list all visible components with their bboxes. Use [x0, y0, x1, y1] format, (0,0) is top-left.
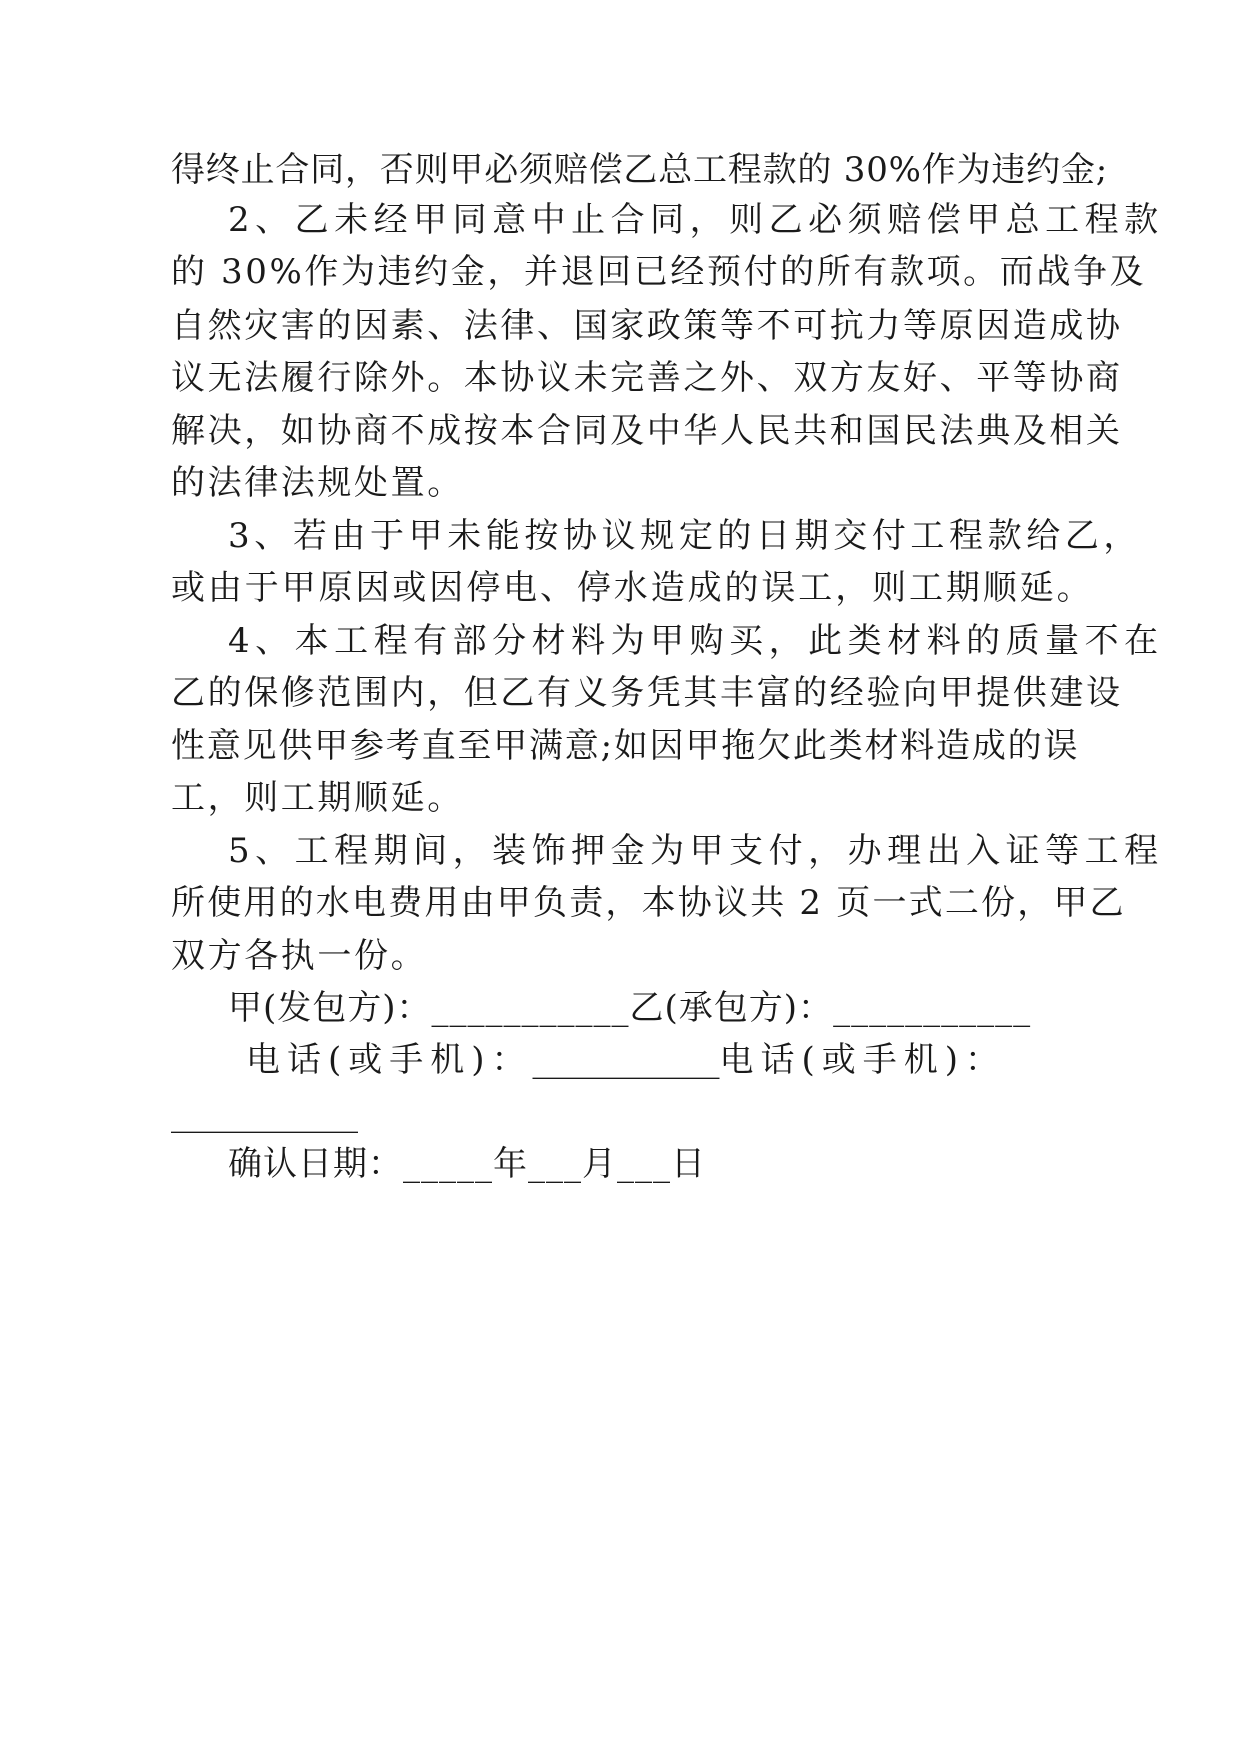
text-line: 3、若由于甲未能按协议规定的日期交付工程款给乙，	[228, 516, 1143, 556]
signature-phone-b-blank-row	[171, 1094, 358, 1134]
month-blank[interactable]: ___	[528, 1144, 582, 1184]
confirm-date-row	[228, 1144, 706, 1184]
date-label: 确认日期：	[228, 1144, 403, 1184]
party-a-label: 甲(发包方)：	[228, 988, 432, 1028]
party-a-blank[interactable]: ___________	[431, 988, 630, 1028]
day-blank[interactable]: ___	[617, 1144, 671, 1184]
text-line: 的法律法规处置。	[171, 463, 464, 503]
phone-b-label: 电话(或手机)：	[719, 1040, 1007, 1080]
signature-phone-row	[246, 1040, 1006, 1080]
text-line: 工，则工期顺延。	[171, 778, 464, 818]
party-b-blank[interactable]: ___________	[833, 988, 1032, 1028]
party-b-label: 乙(承包方)：	[629, 988, 834, 1028]
text-line: 性意见供甲参考直至甲满意;如因甲拖欠此类材料造成的误	[171, 726, 1080, 766]
text-line: 乙的保修范围内，但乙有义务凭其丰富的经验向甲提供建设	[171, 673, 1123, 713]
text-line: 4、本工程有部分材料为甲购买，此类材料的质量不在	[228, 621, 1164, 661]
text-line: 2、乙未经甲同意中止合同，则乙必须赔偿甲总工程款	[228, 200, 1164, 240]
text-line: 自然灾害的因素、法律、国家政策等不可抗力等原因造成协	[171, 306, 1123, 346]
phone-a-label: 电话(或手机)：	[246, 1040, 533, 1080]
text-line: 议无法履行除外。本协议未完善之外、双方友好、平等协商	[171, 358, 1123, 398]
phone-b-blank[interactable]: ___________	[171, 1094, 358, 1134]
year-label: 年	[493, 1144, 528, 1184]
text-line: 双方各执一份。	[171, 936, 428, 976]
text-line: 解决，如协商不成按本合同及中华人民共和国民法典及相关	[171, 411, 1123, 451]
text-line: 5、工程期间，装饰押金为甲支付，办理出入证等工程	[228, 831, 1164, 871]
month-label: 月	[582, 1144, 617, 1184]
text-line: 的 30%作为违约金，并退回已经预付的所有款项。而战争及	[171, 252, 1147, 292]
text-line: 得终止合同，否则甲必须赔偿乙总工程款的 30%作为违约金;	[171, 150, 1109, 190]
signature-party-row	[228, 988, 1031, 1028]
phone-a-blank[interactable]: ___________	[532, 1040, 720, 1080]
text-line: 所使用的水电费用由甲负责，本协议共 2 页一式二份，甲乙	[171, 883, 1126, 923]
day-label: 日	[671, 1144, 706, 1184]
year-blank[interactable]: _____	[403, 1144, 493, 1184]
text-line: 或由于甲原因或因停电、停水造成的误工，则工期顺延。	[171, 568, 1094, 608]
